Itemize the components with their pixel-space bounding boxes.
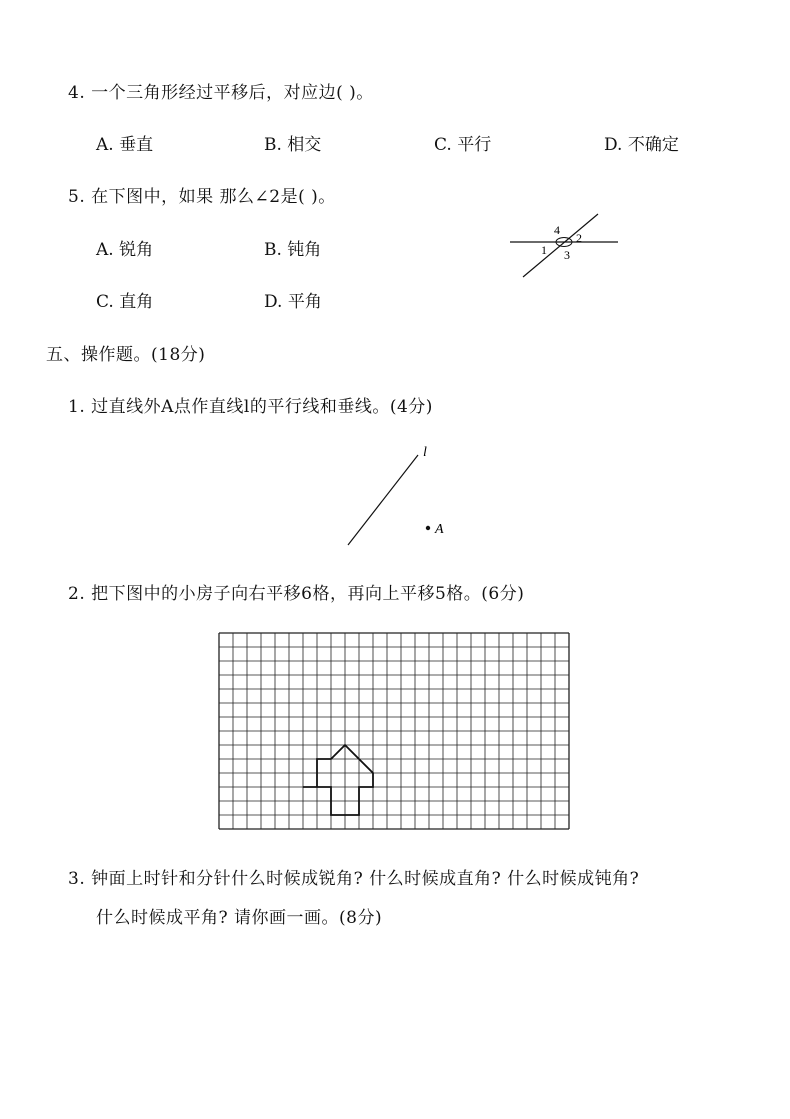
q5-option-a: A. 锐角	[96, 240, 154, 260]
q5-option-d: D. 平角	[264, 292, 322, 312]
small-house-shape	[303, 745, 373, 815]
point-a-label: A	[435, 522, 444, 537]
intersecting-lines-figure	[505, 208, 625, 283]
q4-option-b: B. 相交	[264, 135, 322, 155]
op-question-1-text: 1. 过直线外A点作直线l的平行线和垂线。(4分)	[68, 397, 433, 417]
question-5-text: 5. 在下图中，如果 那么∠2是( )。	[68, 187, 336, 207]
translation-grid-figure	[218, 632, 572, 834]
point-a	[426, 526, 430, 530]
angle-label-1: 1	[541, 243, 547, 257]
q4-option-c: C. 平行	[434, 135, 492, 155]
angle-label-2: 2	[576, 231, 582, 245]
square-grid	[219, 633, 569, 829]
transversal-line	[523, 214, 598, 277]
op-question-3-line-2: 什么时候成平角? 请你画一画。(8分)	[96, 908, 383, 928]
angle-label-4: 4	[554, 223, 560, 237]
q5-option-b: B. 钝角	[264, 240, 322, 260]
section-5-heading: 五、操作题。(18分)	[46, 345, 206, 365]
line-l-label: l	[423, 445, 427, 460]
q5-option-c: C. 直角	[96, 292, 154, 312]
q4-option-a: A. 垂直	[96, 135, 154, 155]
line-l	[348, 455, 418, 545]
q4-option-d: D. 不确定	[604, 135, 679, 155]
op-question-3-line-1: 3. 钟面上时针和分针什么时候成锐角? 什么时候成直角? 什么时候成钝角?	[68, 869, 640, 889]
angle-label-3: 3	[564, 248, 570, 262]
op-question-2-text: 2. 把下图中的小房子向右平移6格，再向上平移5格。(6分)	[68, 584, 525, 604]
question-4-text: 4. 一个三角形经过平移后，对应边( )。	[68, 83, 374, 103]
line-and-point-figure	[340, 440, 460, 550]
